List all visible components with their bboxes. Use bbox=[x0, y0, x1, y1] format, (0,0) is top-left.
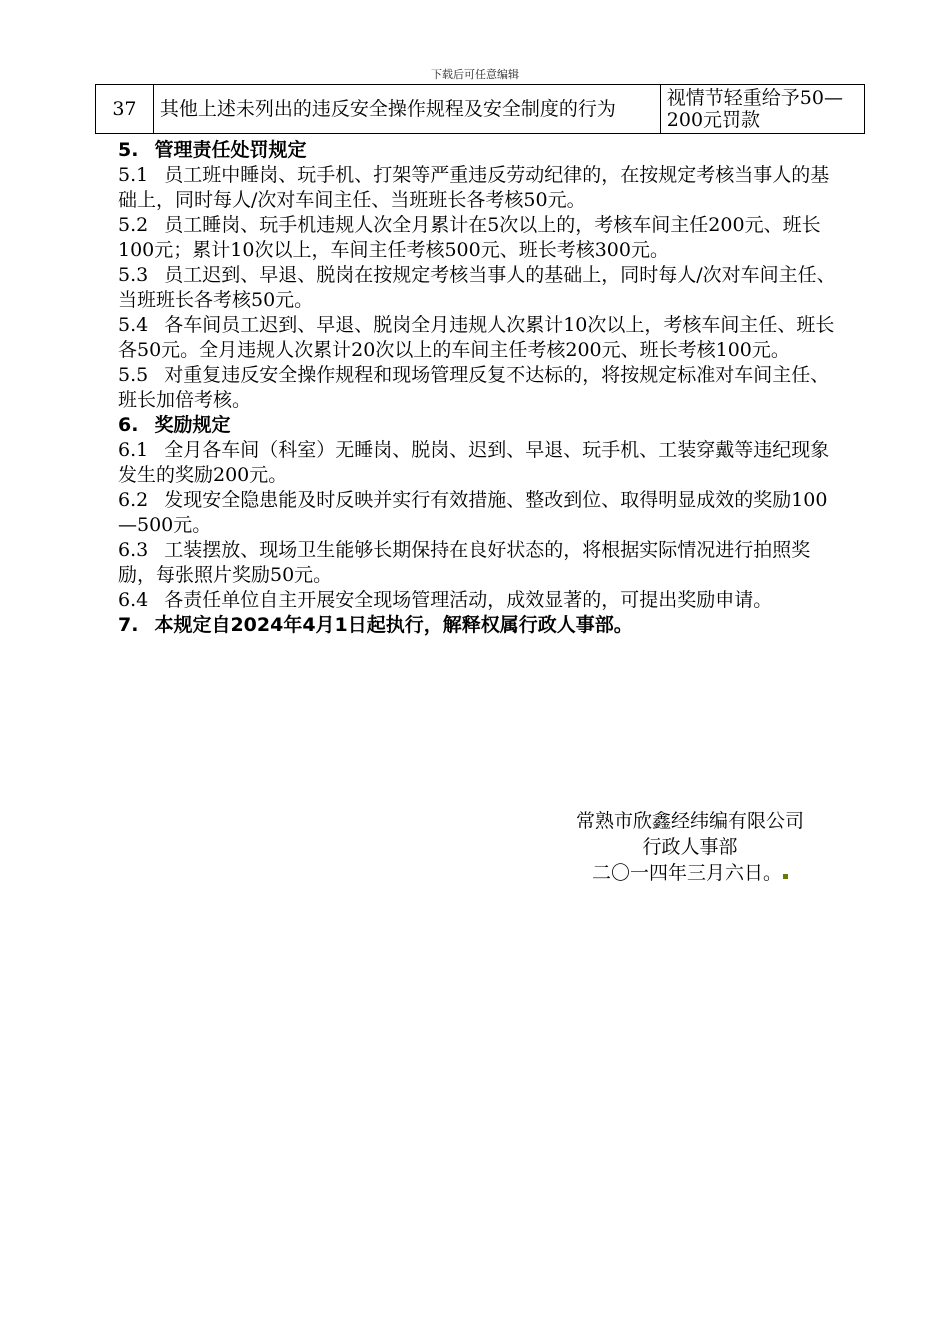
row-number: 37 bbox=[96, 85, 154, 134]
list-item: 5.5 对重复违反安全操作规程和现场管理反复不达标的，将按规定标准对车间主任、班长加倍考核。 bbox=[118, 364, 830, 411]
row-description: 其他上述未列出的违反安全操作规程及安全制度的行为 bbox=[153, 85, 660, 134]
signature-date: 二〇一四年三月六日。 bbox=[591, 862, 782, 884]
list-item: 5.3 员工迟到、早退、脱岗在按规定考核当事人的基础上，同时每人/次对车间主任、当班班长各考核50元。 bbox=[118, 264, 836, 311]
signature-company: 常熟市欣鑫经纬编有限公司 bbox=[575, 810, 804, 832]
list-item: 6.3 工装摆放、现场卫生能够长期保持在良好状态的，将根据实际情况进行拍照奖励，每张照片奖励50元。 bbox=[118, 539, 811, 586]
document-body bbox=[118, 138, 838, 638]
header-note: 下载后可任意编辑 bbox=[431, 68, 519, 81]
row-penalty: 视情节轻重给予50—200元罚款 bbox=[660, 85, 864, 134]
signature-department: 行政人事部 bbox=[642, 836, 738, 858]
table-row bbox=[96, 85, 865, 134]
list-item: 5.1 员工班中睡岗、玩手机、打架等严重违反劳动纪律的，在按规定考核当事人的基础上，同时每人/次对车间主任、当班班长各考核50元。 bbox=[118, 164, 830, 211]
section-heading: 7. 本规定自2024年4月1日起执行，解释权属行政人事部。 bbox=[118, 614, 633, 636]
section-heading: 6. 奖励规定 bbox=[118, 414, 231, 436]
paragraph-mark-icon bbox=[783, 874, 788, 879]
list-item: 6.2 发现安全隐患能及时反映并实行有效措施、整改到位、取得明显成效的奖励100—500元。 bbox=[118, 489, 828, 536]
signature-date-line bbox=[540, 860, 840, 886]
list-item: 5.2 员工睡岗、玩手机违规人次全月累计在5次以上的，考核车间主任200元、班长100元；累计10次以上，车间主任考核500元、班长考核300元。 bbox=[118, 214, 821, 261]
list-item: 5.4 各车间员工迟到、早退、脱岗全月违规人次累计10次以上，考核车间主任、班长各50元。全月违规人次累计20次以上的车间主任考核200元、班长考核100元。 bbox=[118, 314, 835, 361]
list-item: 6.1 全月各车间（科室）无睡岗、脱岗、迟到、早退、玩手机、工装穿戴等违纪现象发生的奖励200元。 bbox=[118, 439, 830, 486]
signature-block bbox=[540, 808, 840, 886]
list-item: 6.4 各责任单位自主开展安全现场管理活动，成效显著的，可提出奖励申请。 bbox=[118, 589, 773, 611]
rules-table bbox=[95, 84, 865, 134]
section-heading: 5. 管理责任处罚规定 bbox=[118, 139, 307, 161]
